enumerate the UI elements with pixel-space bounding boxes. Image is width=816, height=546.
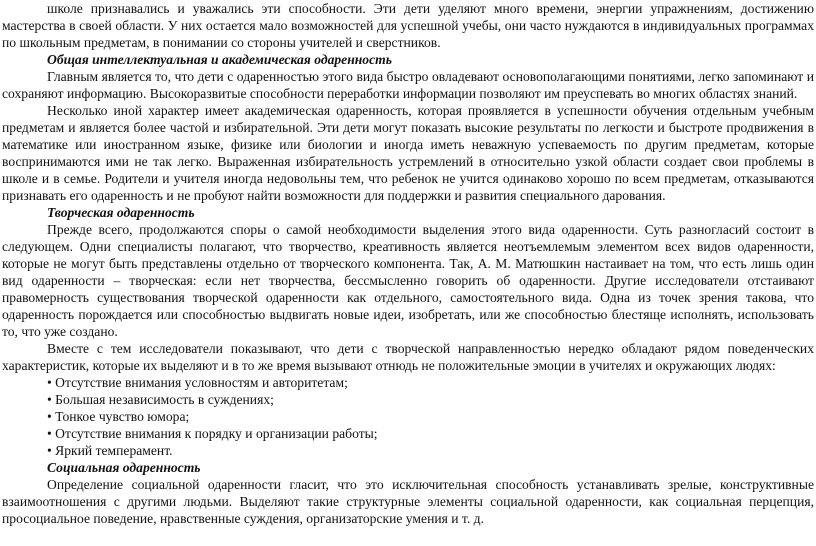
paragraph-creative-1: Прежде всего, продолжаются споры о самой необходимости выделения этого вида одаренности. Суть разногласий состоит в следующем. Одни специалисты полагают, что творчество, креативность является неотъемлемым элементом всех видов одаренности, которые не могут быть представлены отдельно от творческого компонента. Так, А. М. Матюшкин настаивает на том, что есть лишь один вид одаренности – творческая: если нет творчества, бессмысленно говорить об одаренности. Другие исследователи отстаивают правомерность существования творческой одаренности как отдельного, самостоятельного вида. Одна из точек зрения такова, что одаренность порождается или способностью выдвигать новые идеи, изобретать, или же способностью блестяще исполнять, использовать то, что уже создано. bbox=[2, 222, 814, 339]
paragraph-creative-2: Вместе с тем исследователи показывают, что дети с творческой направленностью нередко обладают рядом поведенческих характеристик, которые их выделяют и в то же время вызывают отнюдь не положительные эмоции в учителях и окружающих людях: bbox=[2, 341, 814, 373]
heading-social-giftedness: Социальная одаренность bbox=[47, 460, 201, 475]
heading-intellectual-giftedness: Общая интеллектуальная и академическая одаренность bbox=[47, 52, 392, 67]
heading-creative-giftedness: Творческая одаренность bbox=[47, 205, 195, 220]
paragraph-intro: школе признавались и уважались эти способности. Эти дети уделяют много времени, энергии упражнениям, достижению мастерства в своей области. У них остается мало возможностей для успешной учебы, они часто нуждаются в индивидуальных программах по школьным предметам, в понимании со стороны учителей и сверстников. bbox=[2, 1, 814, 50]
paragraph-academic: Несколько иной характер имеет академическая одаренность, которая проявляется в успешности обучения отдельным учебным предметам и является более частой и избирательной. Эти дети могут показать высокие результаты по легкости и быстроте продвижения в математике или иностранном языке, физике или биологии и иногда иметь неважную успеваемость по другим предметам, которые воспринимаются ими не так легко. Выраженная избирательность устремлений в относительно узкой области создает свои проблемы в школе и в семье. Родители и учителя иногда недовольны тем, что ребенок не учится одинаково хорошо по всем предметам, отказываются признавать его одаренность и не пробуют найти возможности для поддержки и развития специального дарования. bbox=[2, 103, 814, 203]
list-item: • Большая независимость в суждениях; bbox=[47, 392, 274, 407]
list-item: • Отсутствие внимания условностям и авторитетам; bbox=[47, 375, 348, 390]
list-item: • Яркий темперамент. bbox=[47, 443, 173, 458]
list-item: • Тонкое чувство юмора; bbox=[47, 409, 190, 424]
paragraph-intellectual-1: Главным является то, что дети с одаренностью этого вида быстро овладевают основополагающими понятиями, легко запоминают и сохраняют информацию. Высокоразвитые способности переработки информации позволяют им преуспевать во многих областях знаний. bbox=[2, 69, 814, 101]
document-page bbox=[2, 0, 814, 527]
list-item: • Отсутствие внимания к порядку и организации работы; bbox=[47, 426, 378, 441]
paragraph-social: Определение социальной одаренности гласит, что это исключительная способность устанавливать зрелые, конструктивные взаимоотношения с другими людьми. Выделяют такие структурные элементы социальной одаренности, как социальная перцепция, просоциальное поведение, нравственные суждения, организаторские умения и т. д. bbox=[2, 477, 814, 526]
